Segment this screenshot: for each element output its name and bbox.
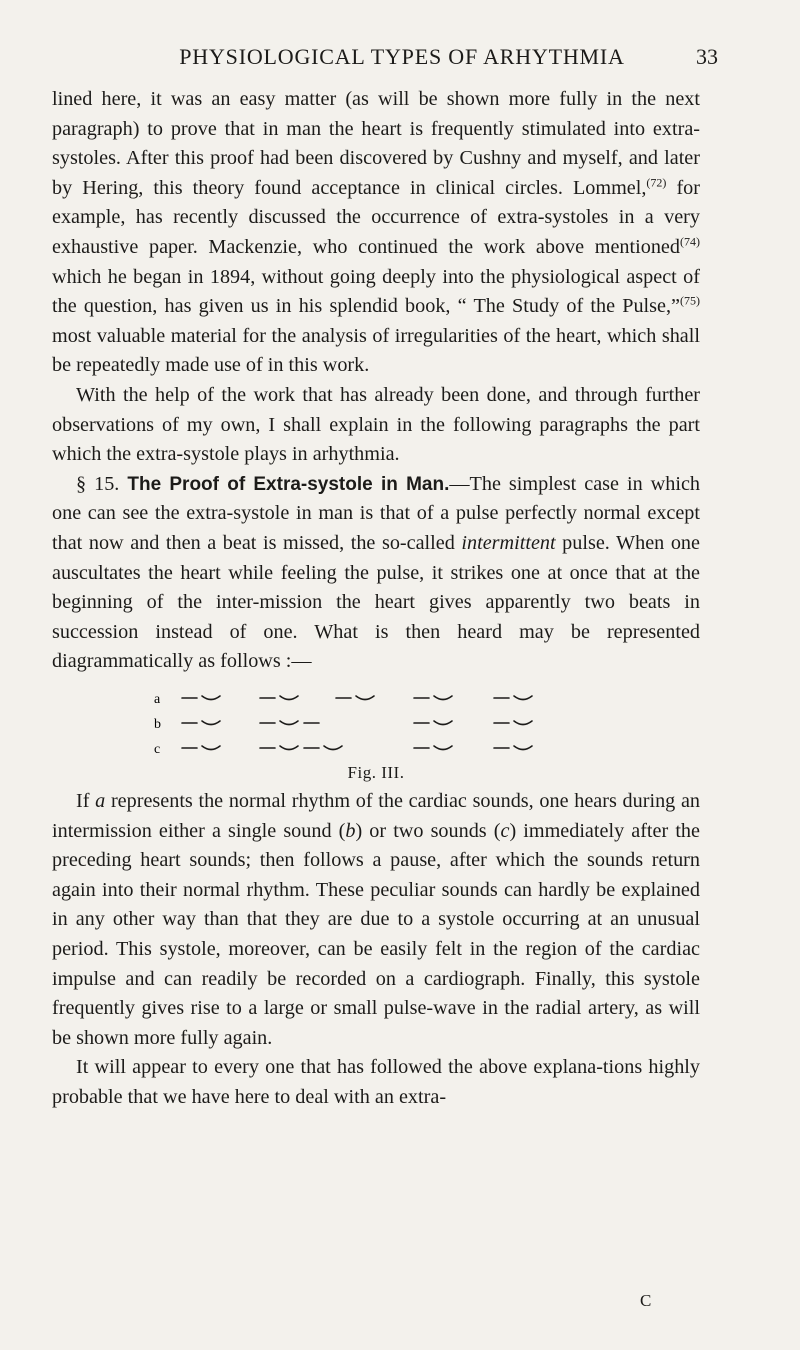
paragraph-2: With the help of the work that has already been done, and through further observations of my own, I shall explain in the following paragraphs the part which the extra-systole plays in arhythmia. xyxy=(52,383,700,466)
paragraph-1: lined here, it was an easy matter (as will be shown more fully in the next paragraph) to prove that in man the heart is frequently stimulated into extra-systoles. After this proof had been discovered by Cushny and myself, and later by Hering, this theory found acceptance in clinical circles. Lommel,$^{(72)}$ for example, has recently discussed the occurrence of extra-systoles in a very exhaustive paper. Mackenzie, who continued the work above mentioned$^{(74)}$ which he began in 1894, without going deeply into the physiological aspect of the question, has given us in his splendid book, “ The Study of the Pulse,”$^{(75)}$ most valuable material for the analysis of irregularities of the heart, which shall be repeatedly made use of in this work. xyxy=(52,88,700,377)
rhythm-diagram-svg xyxy=(152,683,712,763)
row-label-c: c xyxy=(154,742,161,757)
figure-caption: Fig. III. xyxy=(347,763,405,782)
section-heading: The Proof of Extra-systole in Man. xyxy=(127,473,450,495)
rhythm-row-a xyxy=(182,696,532,700)
reference-72: (72) xyxy=(646,175,667,190)
row-label-a: a xyxy=(154,692,161,707)
paragraph-3: § 15. The Proof of Extra-systole in Man.—The simplest case in which one can see the extra-systole in man is that of a pulse perfectly normal except that now and then a beat is missed, the so-called intermittent pulse. When one auscultates the heart while feeling the pulse, it strikes one at once that at the beginning of the inter-mission the heart gives apparently two beats in succession instead of one. What is then heard may be represented diagrammatically as follows :— xyxy=(52,472,701,673)
rhythm-row-b xyxy=(182,721,532,725)
figure-rhythm-diagram xyxy=(152,683,712,763)
rhythm-row-c xyxy=(182,746,532,750)
italic-term: intermittent xyxy=(461,531,556,554)
paragraph-4: If a represents the normal rhythm of the cardiac sounds, one hears during an intermission either a single sound (b) or two sounds (c) immediately after the preceding heart sounds; then follows a pause, after which the sounds return again into their normal rhythm. These peculiar sounds can hardly be explained in any other way than that they are due to a systole occurring at an unusual period. This systole, moreover, can be easily felt in the region of the cardiac impulse and can readily be recorded on a cardiograph. Finally, this systole frequently gives rise to a large or small pulse-wave in the radial artery, as will be shown more fully again. xyxy=(52,790,701,1049)
main-text-top xyxy=(52,85,700,677)
main-text-bottom xyxy=(52,787,700,1113)
row-label-b: b xyxy=(154,717,161,732)
running-header: PHYSIOLOGICAL TYPES OF ARHYTHMIA xyxy=(179,44,625,69)
section-number: § 15. xyxy=(76,472,120,495)
reference-74: (74) xyxy=(680,234,700,249)
reference-75: (75) xyxy=(680,293,700,308)
signature-mark: C xyxy=(640,1291,652,1310)
paragraph-5: It will appear to every one that has followed the above explana-tions highly probable that we have here to deal with an extra- xyxy=(52,1056,700,1108)
page-number: 33 xyxy=(696,44,718,69)
